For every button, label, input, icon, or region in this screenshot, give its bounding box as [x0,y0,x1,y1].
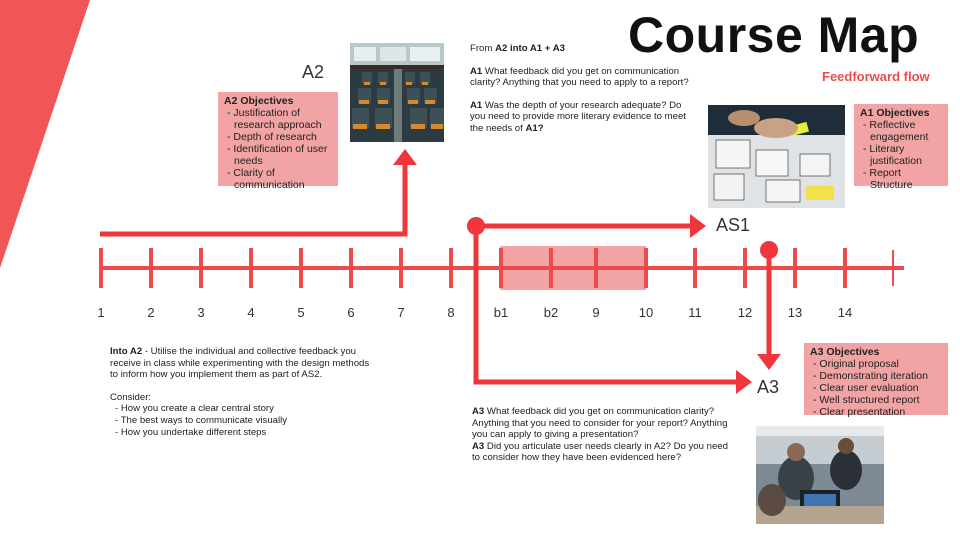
tick-label: 1 [97,305,105,320]
consider-label: Consider: [110,391,152,403]
a3-questions [472,406,738,464]
consider-item: - How you create a clear central story [115,403,378,415]
a3-objectives-title: A3 Objectives [810,346,880,358]
from-a2-questions [470,43,692,146]
consider-item: - How you undertake different steps [115,427,378,439]
tick-label: 10 [638,305,654,320]
tick-label: 2 [147,305,155,320]
consider-list [110,403,378,438]
a2-objectives-title: A2 Objectives [224,95,294,107]
a2-objective-item: - Clarity of communication [224,167,332,191]
tick-label: 4 [247,305,255,320]
a1-objectives-title: A1 Objectives [860,107,930,119]
a3-start-dot [760,241,778,259]
branch-start-dot [467,217,485,235]
into-a2-paragraph: Into A2 - Utilise the individual and collective feedback you receive in class while experimenting with the design methods to inform how you implement them as part of AS2. [110,346,370,381]
a3-question-2: A3 Did you articulate user needs clearly in A2? Do you need to consider how they have been evidenced here? [472,440,728,464]
tick-label: 14 [837,305,853,320]
a3-objectives-box [804,343,948,418]
a3-objective-item: - Demonstrating iteration [810,370,942,382]
a3-question-1: A3 What feedback did you get on communication clarity? Anything that you need to consider for your report? Anything you can apply to giving a presentation? [472,406,728,441]
as1-arrow-head [690,214,706,238]
a2-label: A2 [302,62,325,82]
tick-label: b1 [493,305,509,320]
a2-objective-item: - Identification of user needs [224,143,332,167]
a3-objective-item: - Clear user evaluation [810,382,942,394]
page-title: Course Map [628,7,920,63]
tick-label: b2 [543,305,559,320]
tick-label: 3 [197,305,205,320]
tick-label: 5 [297,305,305,320]
a2-arrow-head [393,149,417,165]
a3-label: A3 [757,377,780,397]
a1-question-1: A1 What feedback did you get on communication clarity? Anything that you need to apply to a report? [470,65,689,89]
corner-decoration [0,0,90,268]
a3-down-arrow-head [757,354,781,370]
bus-seats-photo [350,43,444,142]
tick-label: 9 [592,305,600,320]
a2-objective-item: - Justification of research approach [224,107,332,131]
tick-label: 13 [787,305,803,320]
a3-branch-arrow-head [736,370,752,394]
from-a2-heading: From A2 into A1 + A3 [470,43,565,54]
a1-objectives-list [860,119,942,191]
tick-label: 11 [688,305,702,320]
sketching-photo [708,105,845,208]
a2-objectives-list [224,107,332,191]
a2-objective-item: - Depth of research [224,131,332,143]
a3-objective-item: - Original proposal [810,358,942,370]
consider-item: - The best ways to communicate visually [115,415,378,427]
a3-objectives-list [810,358,942,418]
a1-objective-item: - Report Structure [860,167,942,191]
tick-label: 6 [347,305,355,320]
a1-question-2: A1 Was the depth of your research adequate? Do you need to provide more literary evidence to meet the needs of A1? [470,99,686,134]
page-subtitle: Feedforward flow [822,69,930,84]
a2-objectives-box [218,92,338,191]
a1-objectives-box [854,104,948,191]
a1-objective-item: - Literary justification [860,143,942,167]
a3-objective-item: - Clear presentation [810,406,942,418]
a3-objective-item: - Well structured report [810,394,942,406]
a1-objective-item: - Reflective engagement [860,119,942,143]
as1-label: AS1 [716,215,751,235]
tick-label: 7 [397,305,405,320]
team-laptops-photo [756,426,884,524]
into-a2-text [110,346,378,438]
tick-label: 12 [737,305,753,320]
tick-label: 8 [447,305,455,320]
